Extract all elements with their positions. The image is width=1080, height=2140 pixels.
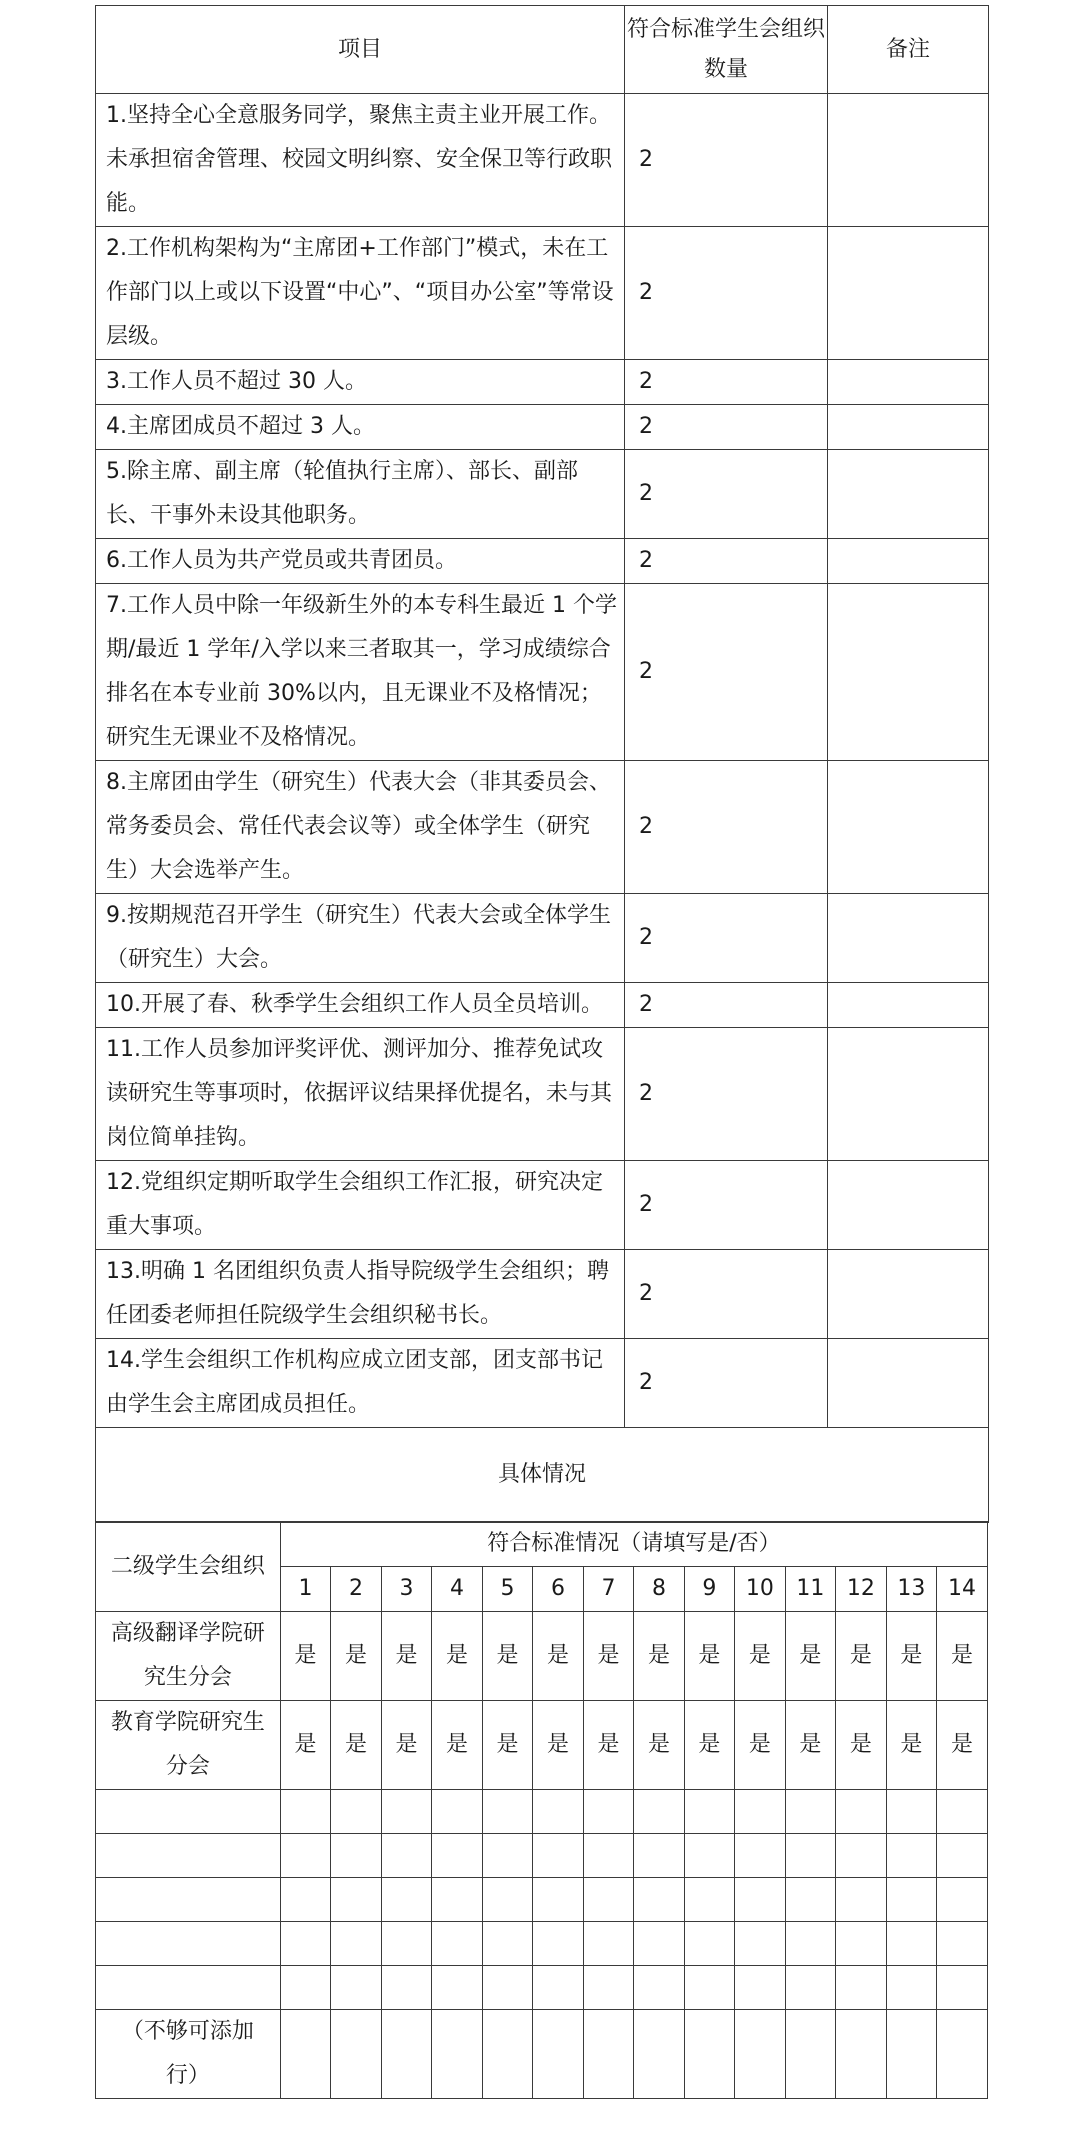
criterion-count: 2 xyxy=(625,894,828,983)
standard-column-header: 符合标准情况（请填写是/否） xyxy=(280,1522,987,1567)
blank-cell[interactable] xyxy=(96,1878,281,1922)
blank-row xyxy=(96,1834,988,1878)
answer-cell: 是 xyxy=(533,1612,583,1701)
answer-cell: 是 xyxy=(684,1701,734,1790)
criterion-count: 2 xyxy=(625,1161,828,1250)
criterion-text: 8.主席团由学生（研究生）代表大会（非其委员会、常务委员会、常任代表会议等）或全体学生（研究生）大会选举产生。 xyxy=(96,761,625,894)
criterion-note xyxy=(828,1339,989,1428)
blank-cell[interactable] xyxy=(785,1922,835,1966)
criterion-text: 10.开展了春、秋季学生会组织工作人员全员培训。 xyxy=(96,983,625,1028)
blank-cell[interactable] xyxy=(634,1834,684,1878)
criterion-number: 3 xyxy=(381,1567,431,1612)
blank-cell[interactable] xyxy=(886,1790,936,1834)
blank-cell[interactable] xyxy=(785,1834,835,1878)
answer-cell: 是 xyxy=(735,1612,785,1701)
blank-cell[interactable] xyxy=(533,1922,583,1966)
criterion-text: 4.主席团成员不超过 3 人。 xyxy=(96,405,625,450)
blank-cell[interactable] xyxy=(684,1790,734,1834)
answer-cell: 是 xyxy=(381,1612,431,1701)
count-column-header: 符合标准学生会组织数量 xyxy=(625,6,828,94)
criterion-count: 2 xyxy=(625,1250,828,1339)
criterion-row xyxy=(96,894,989,983)
org-name: 高级翻译学院研究生分会 xyxy=(96,1612,281,1701)
blank-cell[interactable] xyxy=(280,1922,330,1966)
blank-cell[interactable] xyxy=(381,1834,431,1878)
blank-cell[interactable] xyxy=(482,1790,532,1834)
criterion-number: 4 xyxy=(432,1567,482,1612)
criterion-row xyxy=(96,761,989,894)
criterion-text: 11.工作人员参加评奖评优、测评加分、推荐免试攻读研究生等事项时，依据评议结果择优提名，未与其岗位简单挂钩。 xyxy=(96,1028,625,1161)
blank-cell[interactable] xyxy=(482,1878,532,1922)
blank-cell[interactable] xyxy=(533,1790,583,1834)
criterion-number: 7 xyxy=(583,1567,633,1612)
criterion-number: 13 xyxy=(886,1567,936,1612)
criterion-text: 13.明确 1 名团组织负责人指导院级学生会组织；聘任团委老师担任院级学生会组织秘书长。 xyxy=(96,1250,625,1339)
blank-cell[interactable] xyxy=(937,1834,988,1878)
criterion-note xyxy=(828,1028,989,1161)
blank-cell[interactable] xyxy=(836,1922,886,1966)
criterion-row xyxy=(96,94,989,227)
criterion-number: 11 xyxy=(785,1567,835,1612)
blank-cell[interactable] xyxy=(937,1790,988,1834)
criterion-row xyxy=(96,360,989,405)
blank-cell[interactable] xyxy=(96,1834,281,1878)
blank-cell[interactable] xyxy=(684,2010,734,2099)
blank-cell[interactable] xyxy=(886,1922,936,1966)
answer-cell: 是 xyxy=(432,1612,482,1701)
answer-cell: 是 xyxy=(886,1701,936,1790)
criterion-number: 10 xyxy=(735,1567,785,1612)
criterion-text: 3.工作人员不超过 30 人。 xyxy=(96,360,625,405)
criterion-note xyxy=(828,227,989,360)
criterion-count: 2 xyxy=(625,94,828,227)
answer-cell: 是 xyxy=(381,1701,431,1790)
criterion-row xyxy=(96,405,989,450)
blank-cell[interactable] xyxy=(886,1878,936,1922)
blank-cell[interactable] xyxy=(381,1922,431,1966)
criterion-note xyxy=(828,450,989,539)
criterion-count: 2 xyxy=(625,450,828,539)
answer-cell: 是 xyxy=(280,1612,330,1701)
section-title: 具体情况 xyxy=(96,1428,989,1523)
blank-cell[interactable] xyxy=(735,1834,785,1878)
blank-cell[interactable] xyxy=(533,2010,583,2099)
blank-cell[interactable] xyxy=(381,1966,431,2010)
blank-cell[interactable] xyxy=(634,1966,684,2010)
blank-cell[interactable] xyxy=(583,1834,633,1878)
criterion-number: 5 xyxy=(482,1567,532,1612)
criterion-note xyxy=(828,1250,989,1339)
blank-cell[interactable] xyxy=(533,1878,583,1922)
criterion-number: 8 xyxy=(634,1567,684,1612)
answer-cell: 是 xyxy=(331,1612,381,1701)
criterion-count: 2 xyxy=(625,983,828,1028)
criterion-note xyxy=(828,983,989,1028)
org-column-header: 二级学生会组织 xyxy=(96,1522,281,1612)
criterion-count: 2 xyxy=(625,227,828,360)
blank-cell[interactable] xyxy=(280,1878,330,1922)
blank-row xyxy=(96,1790,988,1834)
criterion-number: 14 xyxy=(937,1567,988,1612)
blank-cell[interactable] xyxy=(381,1878,431,1922)
answer-cell: 是 xyxy=(836,1612,886,1701)
blank-cell[interactable] xyxy=(432,1878,482,1922)
blank-cell[interactable] xyxy=(331,1834,381,1878)
blank-cell[interactable] xyxy=(937,1878,988,1922)
blank-cell[interactable] xyxy=(381,2010,431,2099)
criterion-count: 2 xyxy=(625,1339,828,1428)
add-row-note: （不够可添加行） xyxy=(96,2010,281,2099)
criterion-text: 5.除主席、副主席（轮值执行主席）、部长、副部长、干事外未设其他职务。 xyxy=(96,450,625,539)
blank-cell[interactable] xyxy=(785,2010,835,2099)
criteria-table xyxy=(95,5,989,1523)
answer-cell: 是 xyxy=(583,1612,633,1701)
criterion-row xyxy=(96,584,989,761)
blank-cell[interactable] xyxy=(836,2010,886,2099)
criterion-row xyxy=(96,539,989,584)
blank-cell[interactable] xyxy=(280,1834,330,1878)
blank-cell[interactable] xyxy=(634,1922,684,1966)
blank-cell[interactable] xyxy=(886,1834,936,1878)
criterion-text: 2.工作机构架构为“主席团+工作部门”模式，未在工作部门以上或以下设置“中心”、“项目办公室”等常设层级。 xyxy=(96,227,625,360)
criterion-row xyxy=(96,227,989,360)
blank-cell[interactable] xyxy=(937,2010,988,2099)
blank-cell[interactable] xyxy=(735,1966,785,2010)
criterion-note xyxy=(828,1161,989,1250)
blank-cell[interactable] xyxy=(886,2010,936,2099)
blank-cell[interactable] xyxy=(836,1966,886,2010)
criterion-text: 1.坚持全心全意服务同学，聚焦主责主业开展工作。未承担宿舍管理、校园文明纠察、安全保卫等行政职能。 xyxy=(96,94,625,227)
blank-cell[interactable] xyxy=(735,1790,785,1834)
criterion-note xyxy=(828,405,989,450)
answer-cell: 是 xyxy=(280,1701,330,1790)
blank-cell[interactable] xyxy=(684,1834,734,1878)
criterion-number: 1 xyxy=(280,1567,330,1612)
answer-cell: 是 xyxy=(482,1612,532,1701)
answer-cell: 是 xyxy=(583,1701,633,1790)
blank-cell[interactable] xyxy=(886,1966,936,2010)
org-row xyxy=(96,1701,988,1790)
org-row xyxy=(96,1612,988,1701)
answer-cell: 是 xyxy=(684,1612,734,1701)
blank-cell[interactable] xyxy=(280,1790,330,1834)
blank-cell[interactable] xyxy=(280,1966,330,2010)
criterion-count: 2 xyxy=(625,761,828,894)
answer-cell: 是 xyxy=(785,1701,835,1790)
blank-cell[interactable] xyxy=(432,1966,482,2010)
criterion-number: 6 xyxy=(533,1567,583,1612)
blank-cell[interactable] xyxy=(684,1922,734,1966)
blank-cell[interactable] xyxy=(785,1790,835,1834)
blank-cell[interactable] xyxy=(937,1966,988,2010)
blank-cell[interactable] xyxy=(684,1878,734,1922)
blank-cell[interactable] xyxy=(482,1922,532,1966)
blank-cell[interactable] xyxy=(735,2010,785,2099)
criterion-row xyxy=(96,1339,989,1428)
answer-cell: 是 xyxy=(331,1701,381,1790)
form-container xyxy=(95,5,988,2099)
answer-cell: 是 xyxy=(937,1701,988,1790)
answer-cell: 是 xyxy=(937,1612,988,1701)
criteria-body xyxy=(96,94,989,1428)
blank-cell[interactable] xyxy=(482,2010,532,2099)
blank-cell[interactable] xyxy=(785,1966,835,2010)
criterion-text: 6.工作人员为共产党员或共青团员。 xyxy=(96,539,625,584)
criterion-text: 14.学生会组织工作机构应成立团支部，团支部书记由学生会主席团成员担任。 xyxy=(96,1339,625,1428)
answer-cell: 是 xyxy=(634,1612,684,1701)
criterion-count: 2 xyxy=(625,539,828,584)
blank-cell[interactable] xyxy=(583,1790,633,1834)
criterion-count: 2 xyxy=(625,405,828,450)
criterion-text: 12.党组织定期听取学生会组织工作汇报，研究决定重大事项。 xyxy=(96,1161,625,1250)
blank-cell[interactable] xyxy=(331,1966,381,2010)
blank-cell[interactable] xyxy=(634,1878,684,1922)
criterion-note xyxy=(828,360,989,405)
answer-cell: 是 xyxy=(785,1612,835,1701)
footer-row xyxy=(96,2010,988,2099)
criteria-header-row xyxy=(96,6,989,94)
blank-cell[interactable] xyxy=(634,1790,684,1834)
blank-cell[interactable] xyxy=(331,1922,381,1966)
section-title-row xyxy=(96,1428,989,1523)
blank-cell[interactable] xyxy=(785,1878,835,1922)
criterion-number: 12 xyxy=(836,1567,886,1612)
answer-cell: 是 xyxy=(735,1701,785,1790)
note-column-header: 备注 xyxy=(828,6,989,94)
blank-cell[interactable] xyxy=(96,1790,281,1834)
blank-cell[interactable] xyxy=(432,1922,482,1966)
blank-cell[interactable] xyxy=(96,1922,281,1966)
criterion-row xyxy=(96,450,989,539)
blank-cell[interactable] xyxy=(735,1878,785,1922)
criterion-number: 2 xyxy=(331,1567,381,1612)
blank-cell[interactable] xyxy=(533,1834,583,1878)
answer-cell: 是 xyxy=(533,1701,583,1790)
blank-cell[interactable] xyxy=(331,1790,381,1834)
criterion-note xyxy=(828,584,989,761)
blank-row xyxy=(96,1966,988,2010)
criterion-note xyxy=(828,539,989,584)
answer-cell: 是 xyxy=(482,1701,532,1790)
blank-cell[interactable] xyxy=(331,2010,381,2099)
detail-body xyxy=(96,1612,988,2099)
blank-cell[interactable] xyxy=(735,1922,785,1966)
blank-cell[interactable] xyxy=(482,1834,532,1878)
criterion-text: 7.工作人员中除一年级新生外的本专科生最近 1 个学期/最近 1 学年/入学以来三者取其一，学习成绩综合排名在本专业前 30%以内，且无课业不及格情况；研究生无课业不及格情况。 xyxy=(96,584,625,761)
blank-row xyxy=(96,1878,988,1922)
criterion-row xyxy=(96,1028,989,1161)
blank-row xyxy=(96,1922,988,1966)
criterion-count: 2 xyxy=(625,360,828,405)
blank-cell[interactable] xyxy=(836,1790,886,1834)
criterion-row xyxy=(96,1161,989,1250)
criterion-row xyxy=(96,1250,989,1339)
criterion-count: 2 xyxy=(625,1028,828,1161)
blank-cell[interactable] xyxy=(583,1966,633,2010)
blank-cell[interactable] xyxy=(836,1878,886,1922)
blank-cell[interactable] xyxy=(432,2010,482,2099)
blank-cell[interactable] xyxy=(836,1834,886,1878)
criterion-row xyxy=(96,983,989,1028)
blank-cell[interactable] xyxy=(634,2010,684,2099)
blank-cell[interactable] xyxy=(381,1790,431,1834)
blank-cell[interactable] xyxy=(684,1966,734,2010)
blank-cell[interactable] xyxy=(432,1790,482,1834)
blank-cell[interactable] xyxy=(482,1966,532,2010)
item-column-header: 项目 xyxy=(96,6,625,94)
blank-cell[interactable] xyxy=(280,2010,330,2099)
org-name: 教育学院研究生分会 xyxy=(96,1701,281,1790)
criterion-note xyxy=(828,894,989,983)
blank-cell[interactable] xyxy=(432,1834,482,1878)
blank-cell[interactable] xyxy=(331,1878,381,1922)
detail-header-row xyxy=(96,1522,988,1567)
answer-cell: 是 xyxy=(836,1701,886,1790)
answer-cell: 是 xyxy=(432,1701,482,1790)
criterion-note xyxy=(828,761,989,894)
blank-cell[interactable] xyxy=(583,1922,633,1966)
blank-cell[interactable] xyxy=(533,1966,583,2010)
answer-cell: 是 xyxy=(886,1612,936,1701)
answer-cell: 是 xyxy=(634,1701,684,1790)
blank-cell[interactable] xyxy=(583,1878,633,1922)
blank-cell[interactable] xyxy=(937,1922,988,1966)
criterion-number: 9 xyxy=(684,1567,734,1612)
blank-cell[interactable] xyxy=(96,1966,281,2010)
detail-table xyxy=(95,1521,988,2099)
criterion-text: 9.按期规范召开学生（研究生）代表大会或全体学生（研究生）大会。 xyxy=(96,894,625,983)
criterion-note xyxy=(828,94,989,227)
criterion-count: 2 xyxy=(625,584,828,761)
blank-cell[interactable] xyxy=(583,2010,633,2099)
